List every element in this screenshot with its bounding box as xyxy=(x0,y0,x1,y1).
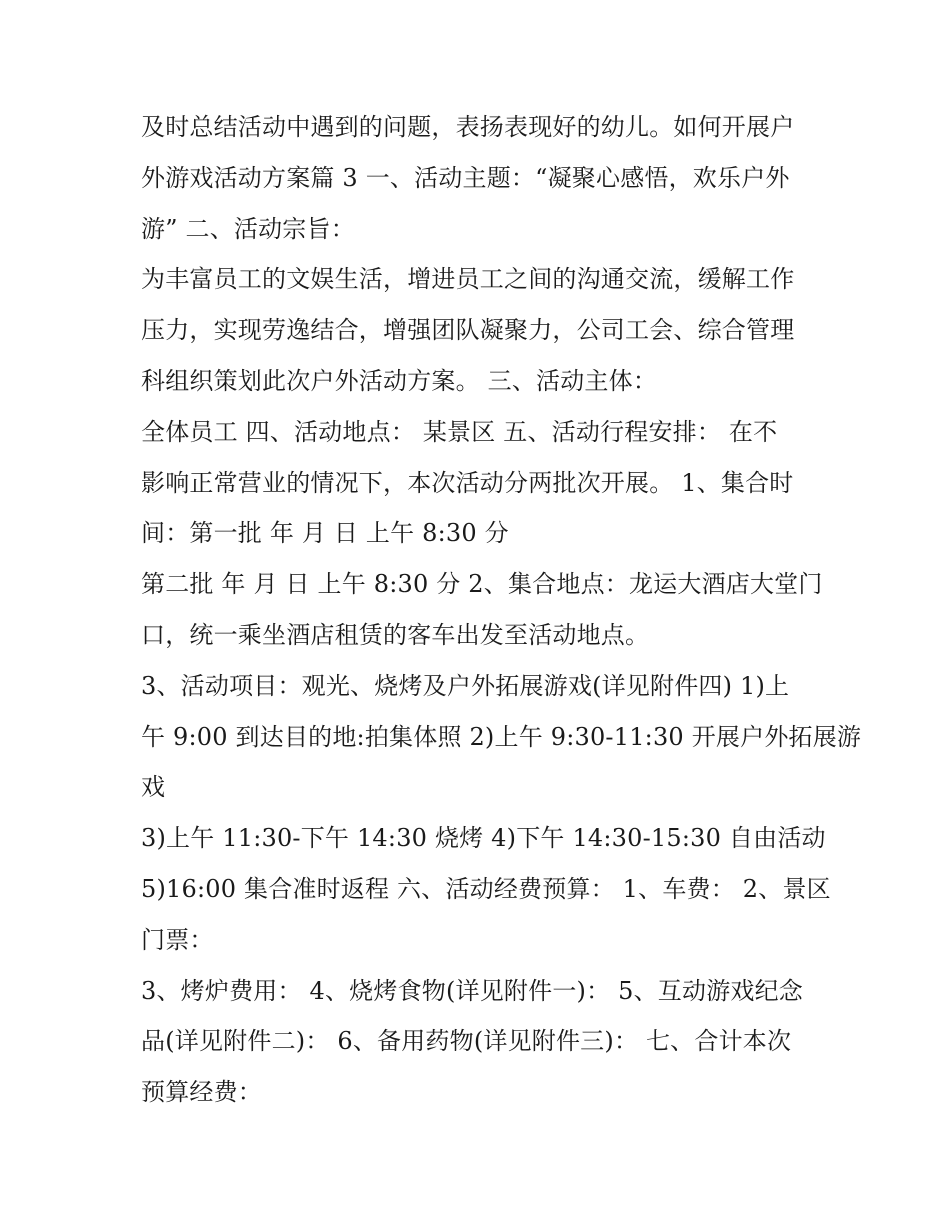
text-line: 午 9:00 到达目的地:拍集体照 2)上午 9:30-11:30 开展户外拓展游 xyxy=(141,722,862,751)
text-line: 外游戏活动方案篇 3 一、活动主题：“凝聚心感悟，欢乐户外 xyxy=(141,163,790,192)
text-line: 游” 二、活动宗旨： xyxy=(141,214,355,243)
text-line: 第二批 年 月 日 上午 8:30 分 2、集合地点：龙运大酒店大堂门 xyxy=(141,570,823,599)
text-line: 及时总结活动中遇到的问题，表扬表现好的幼儿。如何开展户 xyxy=(141,113,795,141)
text-line: 3)上午 11:30-下午 14:30 烧烤 4)下午 14:30-15:30 自由活动 xyxy=(141,824,826,853)
text-line: 间：第一批 年 月 日 上午 8:30 分 xyxy=(141,519,509,548)
text-line: 预算经费： xyxy=(141,1078,262,1107)
text-line: 全体员工 四、活动地点： 某景区 五、活动行程安排： 在不 xyxy=(141,417,778,446)
text-line: 口，统一乘坐酒店租赁的客车出发至活动地点。 xyxy=(141,620,650,649)
text-line: 压力，实现劳逸结合，增强团队凝聚力，公司工会、综合管理 xyxy=(141,316,795,345)
text-line: 品(详见附件二)： 6、备用药物(详见附件三)： 七、合计本次 xyxy=(141,1027,792,1056)
text-line: 3、活动项目：观光、烧烤及户外拓展游戏(详见附件四) 1)上 xyxy=(141,671,790,700)
text-line: 门票： xyxy=(141,925,214,954)
text-line: 3、烤炉费用： 4、烧烤食物(详见附件一)： 5、互动游戏纪念 xyxy=(141,976,803,1005)
text-line: 为丰富员工的文娱生活，增进员工之间的沟通交流，缓解工作 xyxy=(141,265,795,294)
text-line: 科组织策划此次户外活动方案。 三、活动主体： xyxy=(141,366,658,395)
text-line: 5)16:00 集合准时返程 六、活动经费预算： 1、车费： 2、景区 xyxy=(141,874,831,903)
text-line: 影响正常营业的情况下，本次活动分两批次开展。 1、集合时 xyxy=(141,468,794,497)
text-line: 戏 xyxy=(141,773,166,802)
document-body xyxy=(141,102,862,1118)
